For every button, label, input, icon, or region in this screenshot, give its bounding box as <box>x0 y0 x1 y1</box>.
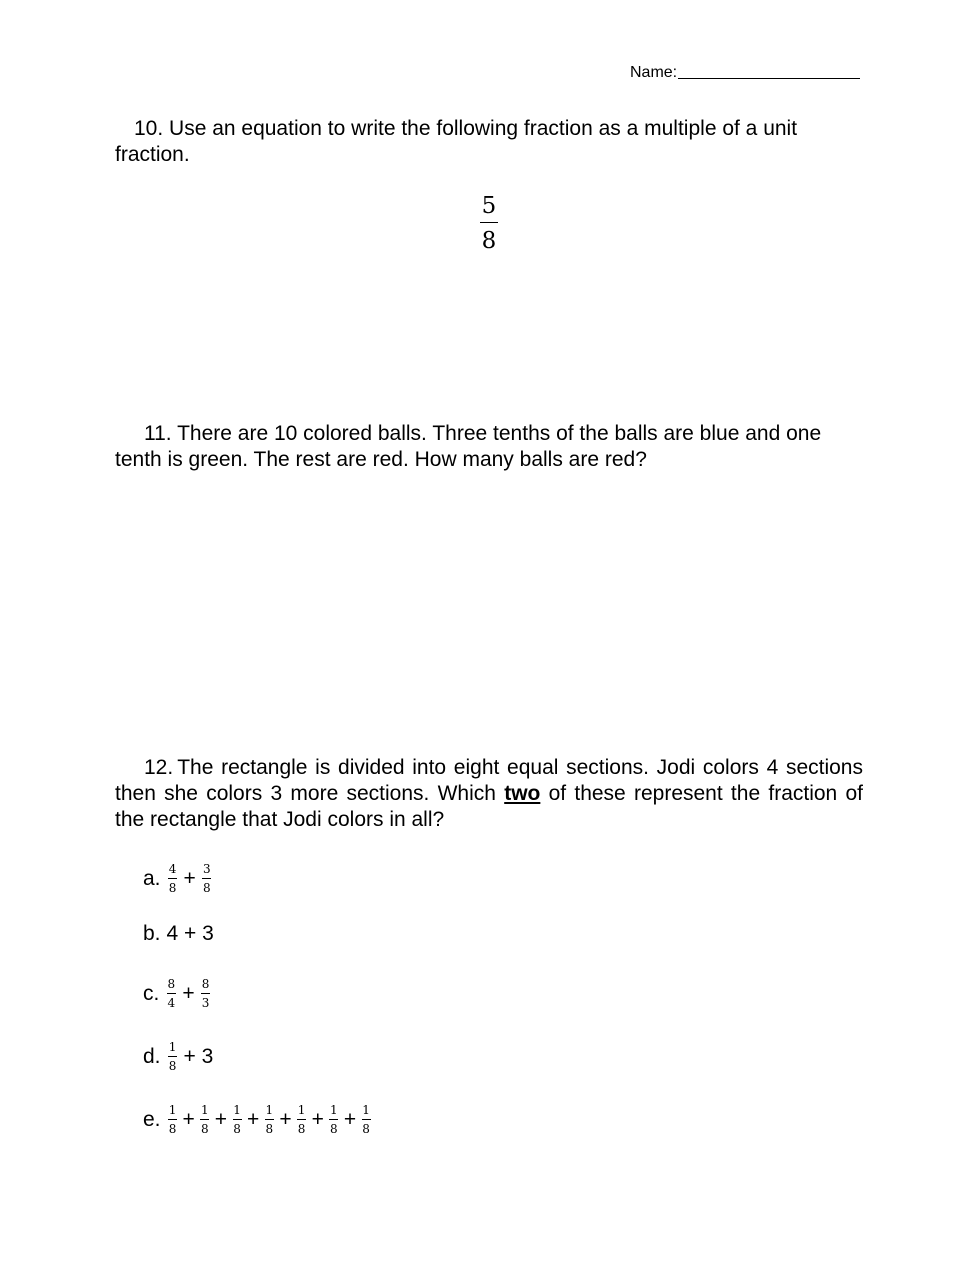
question-12-emphasis: two <box>504 782 541 805</box>
question-12 <box>115 755 863 833</box>
choice-c[interactable] <box>143 977 212 1010</box>
plus-sign: + <box>182 981 195 1005</box>
choice-a-fraction-2 <box>201 862 213 895</box>
denominator: 8 <box>233 1122 241 1136</box>
choice-c-letter: c. <box>143 981 160 1005</box>
fraction-bar <box>167 993 176 994</box>
choice-b-letter: b. <box>143 922 161 945</box>
fraction-bar <box>168 878 177 879</box>
denominator: 8 <box>202 881 211 895</box>
fraction-bar <box>362 1119 371 1120</box>
denominator: 8 <box>362 1122 370 1136</box>
choice-a[interactable] <box>143 862 213 895</box>
name-field <box>630 60 860 82</box>
denominator: 8 <box>168 1059 177 1073</box>
fraction-bar <box>297 1119 306 1120</box>
denominator: 3 <box>201 996 210 1010</box>
numerator: 8 <box>201 977 210 991</box>
numerator: 4 <box>168 862 177 876</box>
fraction-bar <box>480 222 498 223</box>
plus-sign: + <box>247 1107 260 1131</box>
numerator: 1 <box>362 1103 370 1117</box>
fraction-bar <box>168 1119 177 1120</box>
denominator: 8 <box>168 1122 177 1136</box>
choice-e-letter: e. <box>143 1107 161 1131</box>
fraction-bar <box>329 1119 338 1120</box>
denominator: 4 <box>167 996 176 1010</box>
choice-d-letter: d. <box>143 1044 161 1068</box>
choice-a-letter: a. <box>143 866 161 890</box>
fraction-bar <box>201 993 210 994</box>
q10-fraction <box>468 192 510 255</box>
numerator: 1 <box>233 1103 241 1117</box>
plus-sign: + <box>279 1107 292 1131</box>
plus-sign: + <box>343 1107 357 1131</box>
numerator: 1 <box>168 1103 177 1117</box>
denominator: 8 <box>297 1122 306 1136</box>
choice-c-fraction-1 <box>165 977 177 1010</box>
plus-sign: + <box>182 1107 195 1131</box>
unit-fraction <box>199 1103 211 1136</box>
fraction-bar <box>202 878 211 879</box>
plus-sign: + <box>183 866 196 890</box>
fraction-bar <box>168 1056 177 1057</box>
numerator: 1 <box>168 1040 177 1054</box>
denominator: 8 <box>200 1122 209 1136</box>
unit-fraction <box>296 1103 308 1136</box>
fraction-bar <box>233 1119 242 1120</box>
name-blank-line[interactable] <box>678 62 860 79</box>
choice-d[interactable] <box>143 1040 213 1073</box>
choice-a-fraction-1 <box>167 862 179 895</box>
numerator: 1 <box>297 1103 306 1117</box>
question-12-text-after: of these represent the fraction of the rectangle that Jodi colors in all? <box>115 782 863 831</box>
numerator: 8 <box>167 977 176 991</box>
numerator: 1 <box>265 1103 274 1117</box>
numerator: 1 <box>330 1103 338 1117</box>
unit-fraction <box>167 1103 179 1136</box>
numerator: 1 <box>200 1103 209 1117</box>
unit-fraction <box>231 1103 243 1136</box>
choice-e[interactable] <box>143 1103 372 1136</box>
q10-denominator: 8 <box>481 228 497 254</box>
denominator: 8 <box>265 1122 274 1136</box>
plus-sign: + <box>311 1107 324 1131</box>
choice-b[interactable] <box>143 922 214 946</box>
question-10: 10. Use an equation to write the following fraction as a multiple of a unit fraction. <box>115 117 798 166</box>
choice-b-expression: 4 + 3 <box>166 922 214 945</box>
question-11: 11. There are 10 colored balls. Three tenths of the balls are blue and one tenth is green. The rest are red. How many balls are red? <box>115 422 822 471</box>
unit-fraction <box>263 1103 275 1136</box>
choice-d-rest: + 3 <box>183 1044 214 1068</box>
unit-fraction <box>360 1103 372 1136</box>
plus-sign: + <box>214 1107 228 1131</box>
numerator: 3 <box>202 862 211 876</box>
denominator: 8 <box>168 881 177 895</box>
name-label: Name: <box>630 64 678 81</box>
unit-fraction <box>328 1103 340 1136</box>
fraction-bar <box>265 1119 274 1120</box>
denominator: 8 <box>330 1122 338 1136</box>
fraction-bar <box>200 1119 209 1120</box>
q10-numerator: 5 <box>481 193 497 219</box>
question-12-text-before: The rectangle is divided into eight equal sections. Jodi colors 4 sections then she colors 3 more sections. Which <box>115 756 863 805</box>
choice-d-fraction <box>167 1040 179 1073</box>
question-12-number: 12. <box>144 756 174 779</box>
choice-c-fraction-2 <box>200 977 212 1010</box>
